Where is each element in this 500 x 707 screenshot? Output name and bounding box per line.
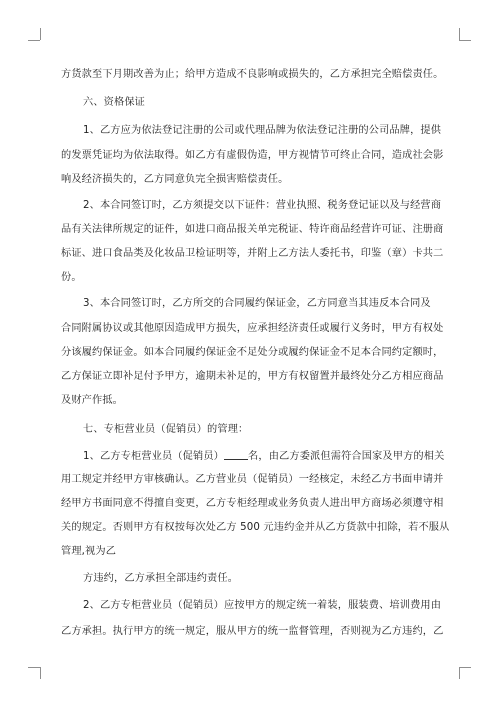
paragraph-line bbox=[83, 449, 445, 463]
crop-mark-bottom-right bbox=[459, 667, 460, 679]
paragraph-line: 标证、进口食品类及化妆品卫检证明等，并附上乙方法人委托书，印鉴（章）卡共二 bbox=[61, 248, 444, 259]
paragraph-line: 2、本合同签订时，乙方须提交以下证件：营业执照、税务登记证以及与经营商 bbox=[83, 200, 442, 211]
paragraph-line: 响及经济损失的，乙方同意负完全损害赔偿责任。 bbox=[61, 174, 289, 185]
section-heading: 七、专柜营业员（促销员）的管理： bbox=[83, 424, 249, 435]
crop-mark-top-left bbox=[40, 28, 41, 40]
paragraph-line: 关的规定。否则甲方有权按每次处乙方 500 元违约金并从乙方货款中扣除，若不服从 bbox=[61, 522, 450, 533]
paragraph-line: 1、乙方应为依法登记注册的公司或代理品牌为依法登记注册的公司品牌，提供 bbox=[83, 125, 442, 136]
line-text-before-blank: 1、乙方专柜营业员（促销员） bbox=[83, 451, 225, 462]
paragraph-line: 乙方保证立即补足付予甲方，逾期未补足的，甲方有权留置并最终处分乙方相应商品 bbox=[61, 371, 444, 382]
line-text-after-blank: 名，由乙方委派但需符合国家及甲方的相关 bbox=[248, 451, 445, 462]
crop-mark-top-right bbox=[459, 40, 471, 41]
crop-mark-bottom-left bbox=[40, 667, 41, 679]
paragraph-line: 及财产作抵。 bbox=[61, 395, 124, 406]
paragraph-line: 分该履约保证金。如本合同履约保证金不足处分或履约保证金不足本合同约定额时， bbox=[61, 347, 444, 358]
paragraph-line: 方货款至下月期改善为止；给甲方造成不良影响或损失的，乙方承担完全赔偿责任。 bbox=[61, 69, 444, 80]
paragraph-line: 合同附属协议或其他原因造成甲方损失，应承担经济责任或履行义务时，甲方有权处 bbox=[61, 323, 444, 334]
paragraph-line: 品有关法律所规定的证件，如进口商品报关单完税证、特许商品经营许可证、注册商 bbox=[61, 224, 444, 235]
crop-mark-top-left bbox=[28, 40, 40, 41]
fill-in-blank bbox=[224, 449, 248, 460]
crop-mark-bottom-right bbox=[459, 667, 471, 668]
paragraph-line: 乙方承担。执行甲方的统一规定，服从甲方的统一监督管理，否则视为乙方违约，乙 bbox=[61, 626, 444, 637]
paragraph-line: 份。 bbox=[61, 272, 82, 283]
paragraph-line: 的发票凭证均为依法取得。如乙方有虚假伪造，甲方视情节可终止合同，造成社会影 bbox=[61, 150, 444, 161]
paragraph-line: 2、乙方专柜营业员（促销员）应按甲方的规定统一着装，服装费、培训费用由 bbox=[83, 600, 442, 611]
crop-mark-bottom-left bbox=[28, 667, 40, 668]
paragraph-line: 管理,视为乙 bbox=[61, 546, 117, 557]
crop-mark-top-right bbox=[459, 28, 460, 40]
paragraph-line: 3、本合同签订时，乙方所交的合同履约保证金，乙方同意当其违反本合同及 bbox=[83, 298, 431, 309]
section-heading: 六、资格保证 bbox=[83, 97, 146, 108]
paragraph-line: 方违约，乙方承担全部违约责任。 bbox=[83, 573, 239, 584]
paragraph-line: 用工规定并经甲方审核确认。乙方营业员（促销员）一经核定，未经乙方书面申请并 bbox=[61, 474, 444, 485]
paragraph-line: 经甲方书面同意不得擅自变更，乙方专柜经理或业务负责人进出甲方商场必须遵守相 bbox=[61, 498, 444, 509]
